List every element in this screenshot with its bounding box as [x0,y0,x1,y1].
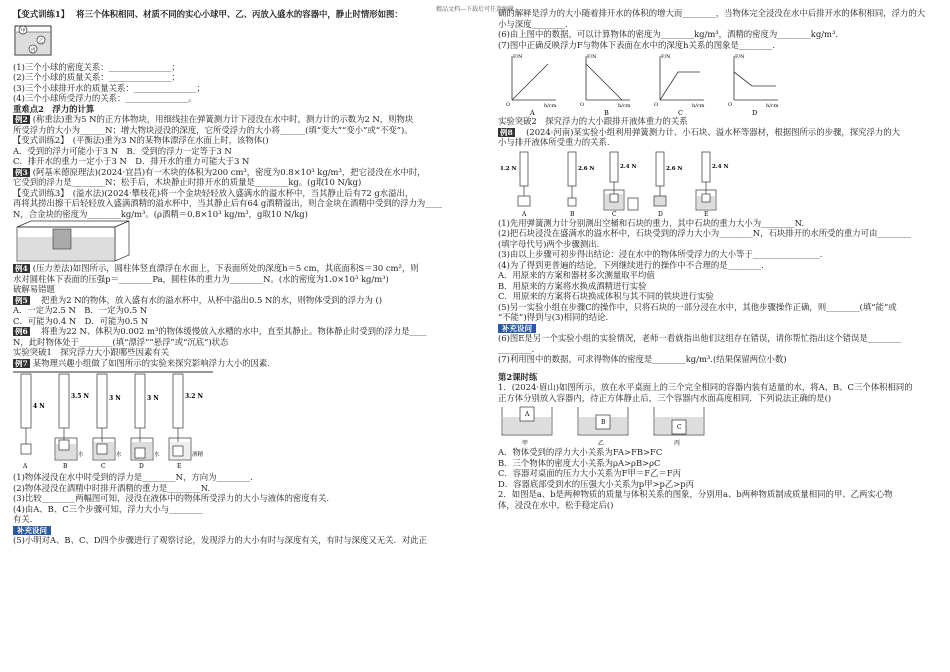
example-8-q2-cont: (填字母代号)两个步骤测出. [498,238,600,249]
example-8-q4: (4)为了得到更普遍的结论，下列继续进行的操作中不合理的是________. [498,259,764,270]
problem-1-opt-c: C．容器对桌面的压力大小关系为F甲＝F乙＝F丙 [498,468,681,478]
reading-b: 3.5 N [71,393,90,400]
reading-d: 3 N [147,395,159,402]
letter2-c: C [612,210,617,218]
example-7-q3: (3)比较________两幅图可知，浸没在液体中的物体所受浮力的大小与液体的密度有关. [13,493,330,503]
right-top-line-1: 确的解释是浮力的大小随着排开水的体积的增大而________，当物体完全浸没在水中后排开水的体积相同，浮力的大 [498,8,926,18]
graph-d [734,56,778,100]
reading2-e: 2.4 N [712,163,729,170]
graph-c-xlabel: h/cm [692,103,705,109]
example-6-line-2: N，此时物体处于________(填“漂浮”“悬浮”或“沉底”)状态 [13,336,229,347]
variant-2-line-2: A．受到的浮力可能小于3 N B．受到的浮力一定等于3 N [13,145,232,156]
cube-b-label: B [601,419,606,426]
example-8-tag: 例8 [500,127,513,137]
letter-b: B [63,463,68,470]
example-8-q2: (2)把石块浸没在盛满水的溢水杯中，石块受到的浮力大小为________N，石块排开的水所受的重力可由________ [498,228,911,238]
page-header: 精品文档---下载后可任意编辑 [435,6,515,13]
example-3-line-2: 它受到的浮力是________N；松手后，木块静止时排开水的质量是________kg。(g取10 N/kg) [13,177,362,187]
graph-d-letter: D [752,109,758,116]
example-5-line-2: A．一定为2.5 N B．一定为0.5 N [13,305,148,315]
letter2-a: A [522,210,527,218]
variant-3-line-3: N，合金块的密度为________kg/m³。(ρ酒精＝0.8×10³ kg/m³，g取10 N/kg) [13,208,308,219]
graph-b-ylabel: F/N [587,54,597,60]
reading-e: 3.2 N [185,393,204,400]
overflow-cup-figure [498,148,938,218]
example-3-line-1: 例3 (阿基米德原理法)(2024·宜昌)有一木块的体积为200 cm³，密度为0.8×10³ kg/m³，把它浸没在水中时， [15,166,426,177]
container-1-label: 甲 [522,440,529,447]
container-3-label: 丙 [674,440,681,447]
example-8-q6: (6)图E是另一个实验小组的实验情况，老师一看就指出他们这组存在错误，请你帮忙指出这个错误是________ [498,333,902,343]
liquid-e: 酒精 [192,452,204,458]
supplement-bar-left: 补充设问 [13,525,465,536]
example-7-q5: (5)小明对A、B、C、D四个步骤进行了观察讨论，发现浮力的大小有时与深度有关，有时与深度又无关．对此正 [13,535,428,545]
problem-1-opt-d: D．容器底部受到水的压强大小关系为p甲>p乙>p丙 [498,478,694,489]
variant-3-line-1: 【变式训练3】 (溢水法)(2024·攀枝花)将一个金块轻轻放入盛满水的溢水杯中，当其静止后有72 g水溢出， [13,187,414,198]
scale-b [55,374,77,460]
liquid-c: 水 [116,452,122,458]
graph-a-ylabel: F/N [513,54,523,60]
graph-d-origin: O [728,102,733,108]
example-7-q7: (7)图中正确反映浮力F与物体下表面在水中的深度h关系的图象是________. [498,39,775,50]
example-8-q7: (7)利用图中的数据，可求得物体的密度是________kg/m³.(结果保留两位小数) [498,354,787,364]
graph-c-ylabel: F/N [661,54,671,60]
graph-d-ylabel: F/N [735,54,745,60]
reading2-d: 2.6 N [666,165,683,172]
section-point-2: 重难点2 浮力的计算 [13,103,95,114]
problem-2-line-2: 体，浸没在水中，松手稳定后() [498,499,614,510]
example-6-tag: 例6 [15,327,28,336]
graph-c-origin: O [654,102,659,108]
example-2-line-1: 例2 (称重法)重为5 N的正方体物块，用细线挂在弹簧测力计下浸没在水中时，测力计的示数为2 N，则物块 [15,114,414,124]
experiment-1-title: 实验突破1 探究浮力大小跟哪些因素有关 [13,347,170,357]
example-2-line-2: 所受浮力的大小为______N；增大物块浸没的深度，它所受浮力的大小将______(填“变大”“变小”或“不变”)。 [13,124,413,135]
example-7-q4-cont: 有关. [13,514,33,524]
graph-a [512,56,556,100]
problem-1-opt-a: A．物体受到的浮力大小关系为FA>FB>FC [498,447,663,457]
container-2-label: 乙 [598,440,605,447]
graph-c-letter: C [678,109,683,116]
example-4-tag: 例4 [15,264,28,273]
letter-c: C [101,463,106,470]
example-3-tag: 例3 [15,167,28,177]
problem-1-line-2: 正方体分别放入容器内，待正方体静止后，三个容器内水面高度相同．下列说法正确的是() [498,392,832,403]
section-misc: 破解易错题 [13,284,55,294]
graph-b-xlabel: h/cm [618,103,631,109]
letter-a: A [23,463,28,470]
variant-2-line-1: 【变式训练2】 (平衡法)重为3 N的某物体漂浮在水面上时，该物体() [13,135,269,145]
variant-1-q1: (1)三个小球的密度关系：_______________； [13,61,180,72]
variant-1-title: 【变式训练1】 将三个体积相同、材质不同的实心小球甲、乙、丙放入盛水的容器中，静止时情形如图： [13,9,403,19]
variant-3-line-2: 再将其捞出擦干后轻轻放入盛满酒精的溢水杯中，当其静止后有64 g酒精溢出，则合金块在酒精中受到的浮力为____ [13,198,443,208]
problem-1-opt-b: B．三个物体的密度大小关系为ρA>ρB>ρC [498,457,661,468]
example-8-q4-b: B．用原来的方案将水换成酒精进行实验 [498,280,647,291]
graph-c [660,56,704,100]
example-8-q5: (5)另一实验小组在步骤C的操作中，只将石块的一部分浸在水中，其他步骤操作正确，则________(填“能”或 [498,301,897,312]
scale-d [131,374,153,460]
problem-1-line-1: 1．(2024·眉山)如图所示，放在水平桌面上的三个完全相同的容器内装有适量的水，将A、B、C三个体积相同的 [498,382,913,392]
graph-a-xlabel: h/cm [544,103,557,109]
letter-d: D [139,463,144,470]
example-8-line-1: 例8 (2024·河南)某实验小组利用弹簧测力计、小石块、溢水杯等器材，根据图所示的步骤，探究浮力的大 [500,126,900,137]
example-7-line-1: 例7 某物理兴趣小组做了如图所示的实验来探究影响浮力大小的因素. [15,357,270,368]
variant-1-q3: (3)三个小球排开水的质量关系：_______________； [13,82,205,93]
example-8-q4-c: C．用原来的方案将石块换成体积与其不同的铁块进行实验 [498,291,714,301]
example-8-q6-cont: ________. [498,343,535,354]
variant-1-q4: (4)三个小球所受浮力的关系：_______________。 [13,93,197,103]
letter2-d: D [658,210,663,218]
variant-1-q2: (2)三个小球的质量关系：_______________； [13,72,180,82]
graph-b-letter: B [604,109,609,116]
letter-e: E [177,463,182,470]
reading2-c: 2.4 N [620,163,637,170]
spring-scale-figure [13,368,465,472]
example-7-q1: (1)物体浸没在水中时受到的浮力是________N，方向为________. [13,472,253,482]
cylinder-tank-figure [13,219,465,263]
letter2-e: E [704,210,709,218]
example-7-tag: 例7 [15,358,28,368]
reading2-a: 1.2 N [500,165,517,172]
cube-c-label: C [677,424,682,431]
problem-2-line-1: 2．如图是a、b是两种物质的质量与体积关系的图象，分别用a、b两种物质制成质量相同的甲、乙两实心物 [498,489,893,499]
example-4-line-1: 例4 (压力差法)如图所示，圆柱体竖直漂浮在水面上，下表面所处的深度h＝5 cm，其底面积S＝30 cm²，则 [15,263,419,273]
fh-graphs-figure [498,50,938,116]
left-column [13,8,465,546]
svg-text:甲: 甲 [21,28,26,34]
cube-a-label: A [525,411,530,418]
supplement-bar-right: 补充设问 [498,323,938,334]
svg-text:丙: 丙 [31,47,36,53]
scale-e [169,374,191,460]
example-7-q4: (4)由A、B、C三个步骤可知，浮力大小与________ [13,503,203,514]
example-8-line-2: 小与排开液体所受重力的关系. [498,137,610,147]
scale-c [93,374,115,460]
letter2-b: B [570,210,575,218]
liquid-b: 水 [78,452,84,458]
example-8-q3: (3)由以上步骤可初步得出结论：浸在水中的物体所受浮力的大小等于________________. [498,249,823,259]
lesson-2-title: 第2课时练 [498,371,538,382]
example-7-q6: (6)由上图中的数据，可以计算物体的密度为________kg/m³，酒精的密度为________kg/m³. [498,29,839,39]
right-top-line-2: 小与深度________. [498,18,568,29]
example-2-tag: 例2 [15,115,28,124]
example-5-tag: 例5 [15,295,28,305]
example-5-line-1: 例5 把重为2 N的物体，放入盛有水的溢水杯中，从杯中溢出0.5 N的水，则物体受到的浮力为 () [15,294,383,305]
graph-b-origin: O [580,102,585,108]
reading-a: 4 N [33,403,45,410]
experiment-2-title: 实验突破2 探究浮力的大小跟排开液体重力的关系 [498,116,688,126]
svg-text:乙: 乙 [39,38,44,44]
right-column [498,8,938,510]
graph-d-xlabel: h/cm [766,103,779,109]
graph-a-letter: A [530,109,535,116]
graph-a-origin: O [506,102,511,108]
scale-a [21,374,31,454]
graph-b [586,56,630,100]
variant-2-line-3: C．排开水的重力一定小于3 N D．排开水的重力可能大于3 N [13,156,250,166]
example-8-q4-a: A．用原来的方案和器材多次测量取平均值 [498,270,655,280]
example-7-q2: (2)物体浸没在酒精中时排开酒精的重力是________N. [13,482,211,493]
liquid-d: 水 [154,452,160,458]
reading-c: 3 N [109,395,121,402]
example-6-line-1: 例6 将重为22 N、体积为0.002 m³的物体缓慢放入水槽的水中，直至其静止。物体静止时受到的浮力是____ [15,326,427,336]
example-8-q5-cont: “不能”)得到与(3)相同的结论. [498,312,609,322]
ball-container-figure [13,20,465,57]
reading2-b: 2.6 N [578,165,595,172]
three-containers-figure [498,403,938,447]
example-5-line-3: C．可能为0.4 N D．可能为0.5 N [13,315,149,326]
example-4-line-2: 水对圆柱体下表面的压强p＝________Pa，圆柱体的重力为________N。(水的密度为1.0×10³ kg/m³) [13,273,389,284]
example-8-q1: (1)先用弹簧测力计分别测出空桶和石块的重力，其中石块的重力大小为________N. [498,217,805,228]
